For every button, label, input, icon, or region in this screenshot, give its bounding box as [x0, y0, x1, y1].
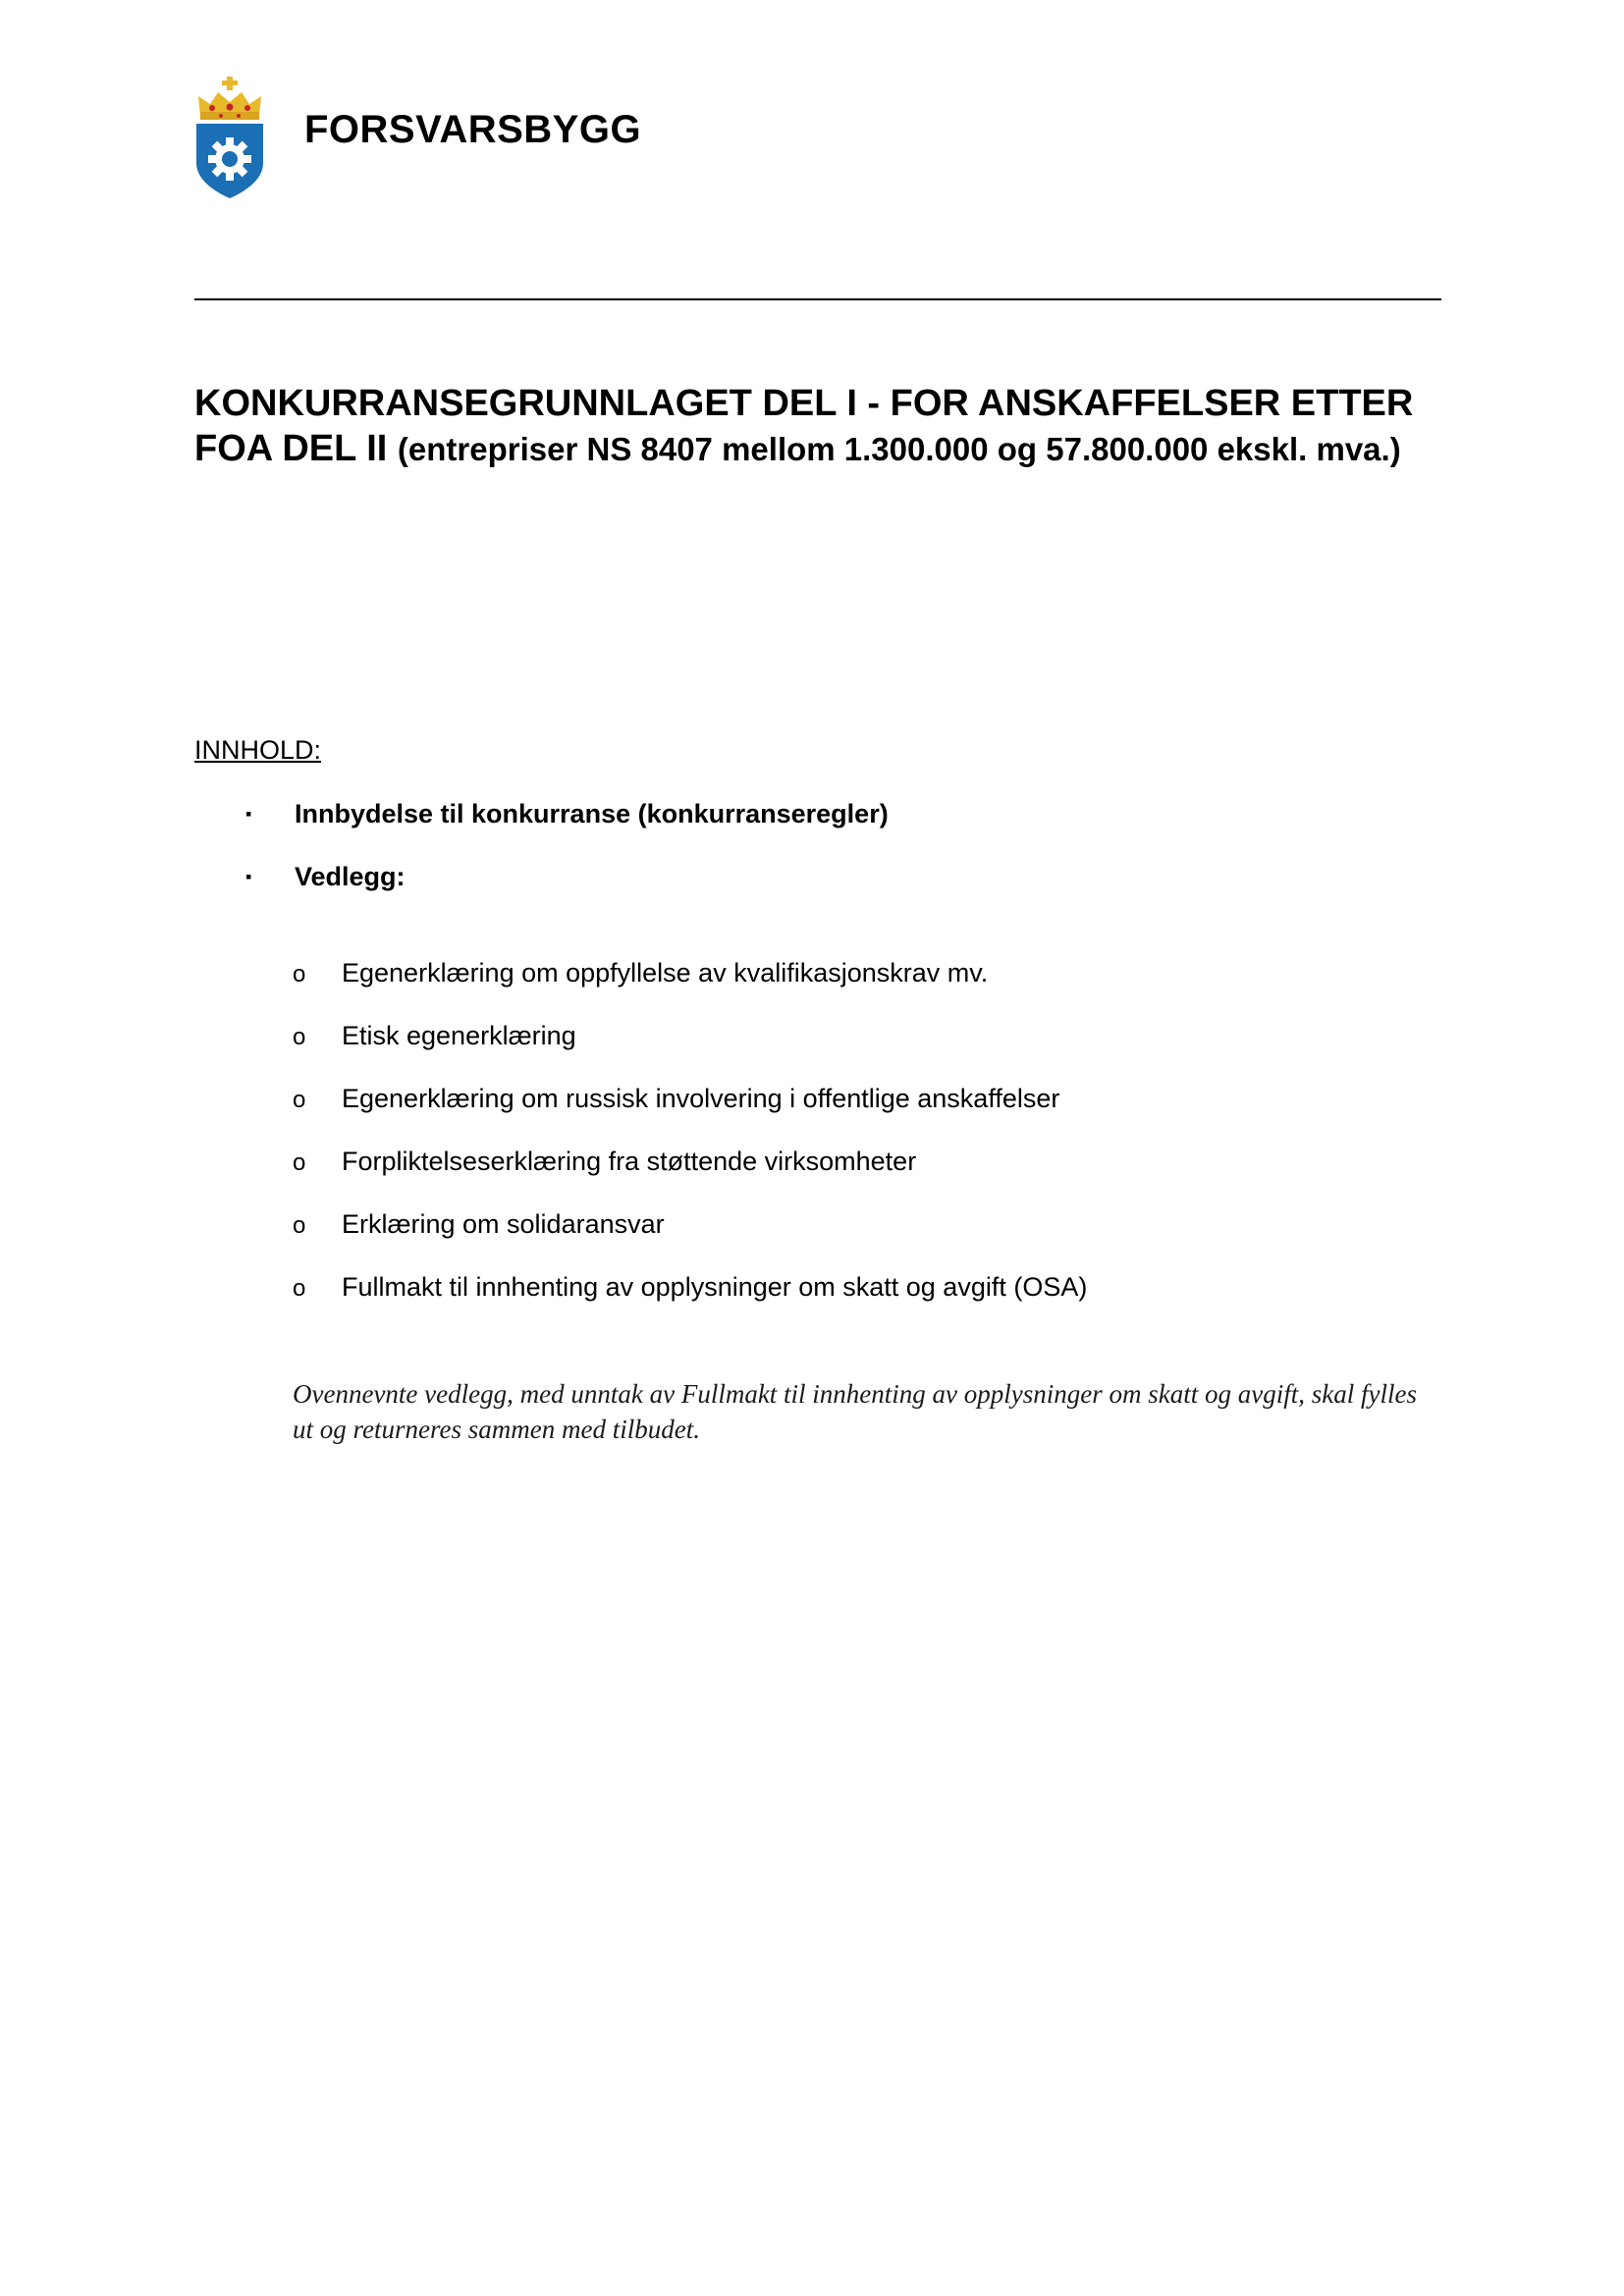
circle-bullet-icon: o: [293, 1087, 306, 1113]
attachment-label: Etisk egenerklæring: [342, 1021, 576, 1050]
attachment-item: [293, 1020, 576, 1053]
title-main: KONKURRANSEGRUNNLAGET DEL I - FOR ANSKAFFELSER ETTER FOA DEL II: [194, 383, 1414, 469]
list-item-label: Vedlegg:: [295, 862, 406, 891]
attachment-label: Fullmakt til innhenting av opplysninger om skatt og avgift (OSA): [342, 1272, 1088, 1302]
header-divider: [194, 298, 1441, 300]
square-bullet-icon: ▪: [245, 804, 252, 824]
attachment-item: [293, 957, 988, 990]
attachments-note: Ovennevnte vedlegg, med unntak av Fullmakt til innhenting av opplysninger om skatt og avgift, skal fylles ut og returneres sammen med tilbudet.: [293, 1379, 1417, 1444]
org-name: FORSVARSBYGG: [304, 108, 642, 151]
list-item: [245, 798, 889, 829]
attachment-item: [293, 1146, 916, 1179]
square-bullet-icon: ▪: [245, 867, 252, 886]
attachment-label: Egenerklæring om oppfyllelse av kvalifikasjonskrav mv.: [342, 958, 989, 988]
contents-heading: INNHOLD:: [194, 735, 322, 765]
attachment-item: [293, 1271, 1087, 1305]
attachment-item: [293, 1208, 665, 1242]
list-item: [245, 861, 406, 892]
attachment-label: Forpliktelseserklæring fra støttende virksomheter: [342, 1147, 917, 1176]
title-sub: (entrepriser NS 8407 mellom 1.300.000 og 57.800.000 ekskl. mva.): [397, 431, 1401, 467]
forsvarsbygg-crest-icon: [194, 77, 265, 198]
circle-bullet-icon: o: [293, 961, 306, 988]
document-title: [194, 381, 1471, 472]
attachment-item: [293, 1083, 1059, 1116]
circle-bullet-icon: o: [293, 1149, 306, 1176]
attachment-label: Erklæring om solidaransvar: [342, 1209, 665, 1239]
circle-bullet-icon: o: [293, 1024, 306, 1050]
attachment-label: Egenerklæring om russisk involvering i offentlige anskaffelser: [342, 1084, 1060, 1113]
list-item-label: Innbydelse til konkurranse (konkurranseregler): [295, 799, 889, 828]
circle-bullet-icon: o: [293, 1212, 306, 1239]
circle-bullet-icon: o: [293, 1275, 306, 1302]
